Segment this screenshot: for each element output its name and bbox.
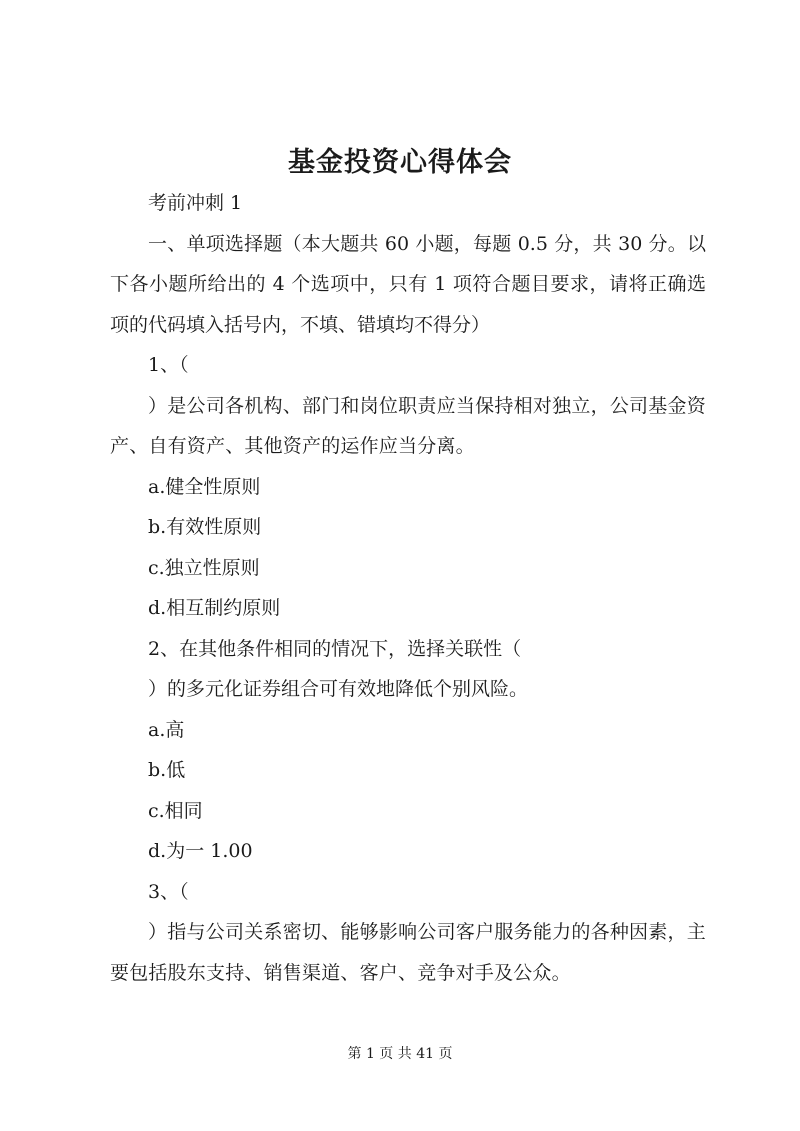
page-footer: 第 1 页 共 41 页	[347, 1046, 453, 1062]
question-1-option-c: c.独立性原则	[148, 556, 260, 579]
question-1-option-d: d.相互制约原则	[148, 597, 281, 619]
question-2-text-end: ）的多元化证券组合可有效地降低个别风险。	[148, 678, 529, 700]
question-2-option-b: b.低	[148, 759, 186, 781]
document-body	[110, 183, 706, 993]
paragraph-subtitle: 考前冲刺 1	[148, 192, 243, 214]
paragraph-section-instructions: 一、单项选择题（本大题共 60 小题，每题 0.5 分，共 30 分。以下各小题所给出的 4 个选项中，只有 1 项符合题目要求，请将正确选项的代码填入括号内，不填、错填均不得分）	[110, 232, 706, 336]
question-1-option-a: a.健全性原则	[148, 475, 261, 498]
question-2-option-c: c.相同	[148, 799, 203, 822]
question-1-number: 1、（	[148, 354, 189, 376]
question-3-number: 3、（	[148, 880, 189, 903]
question-2-option-a: a.高	[148, 718, 185, 741]
question-2-text-start: 2、在其他条件相同的情况下，选择关联性（	[148, 637, 522, 660]
question-1-option-b: b.有效性原则	[148, 516, 262, 538]
document-title: 基金投资心得体会	[288, 147, 512, 178]
question-1-text: ）是公司各机构、部门和岗位职责应当保持相对独立，公司基金资产、自有资产、其他资产的运作应当分离。	[110, 394, 706, 457]
question-2-option-d: d.为一 1.00	[148, 840, 253, 862]
question-3-text: ）指与公司关系密切、能够影响公司客户服务能力的各种因素，主要包括股东支持、销售渠道、客户、竞争对手及公众。	[110, 921, 706, 984]
